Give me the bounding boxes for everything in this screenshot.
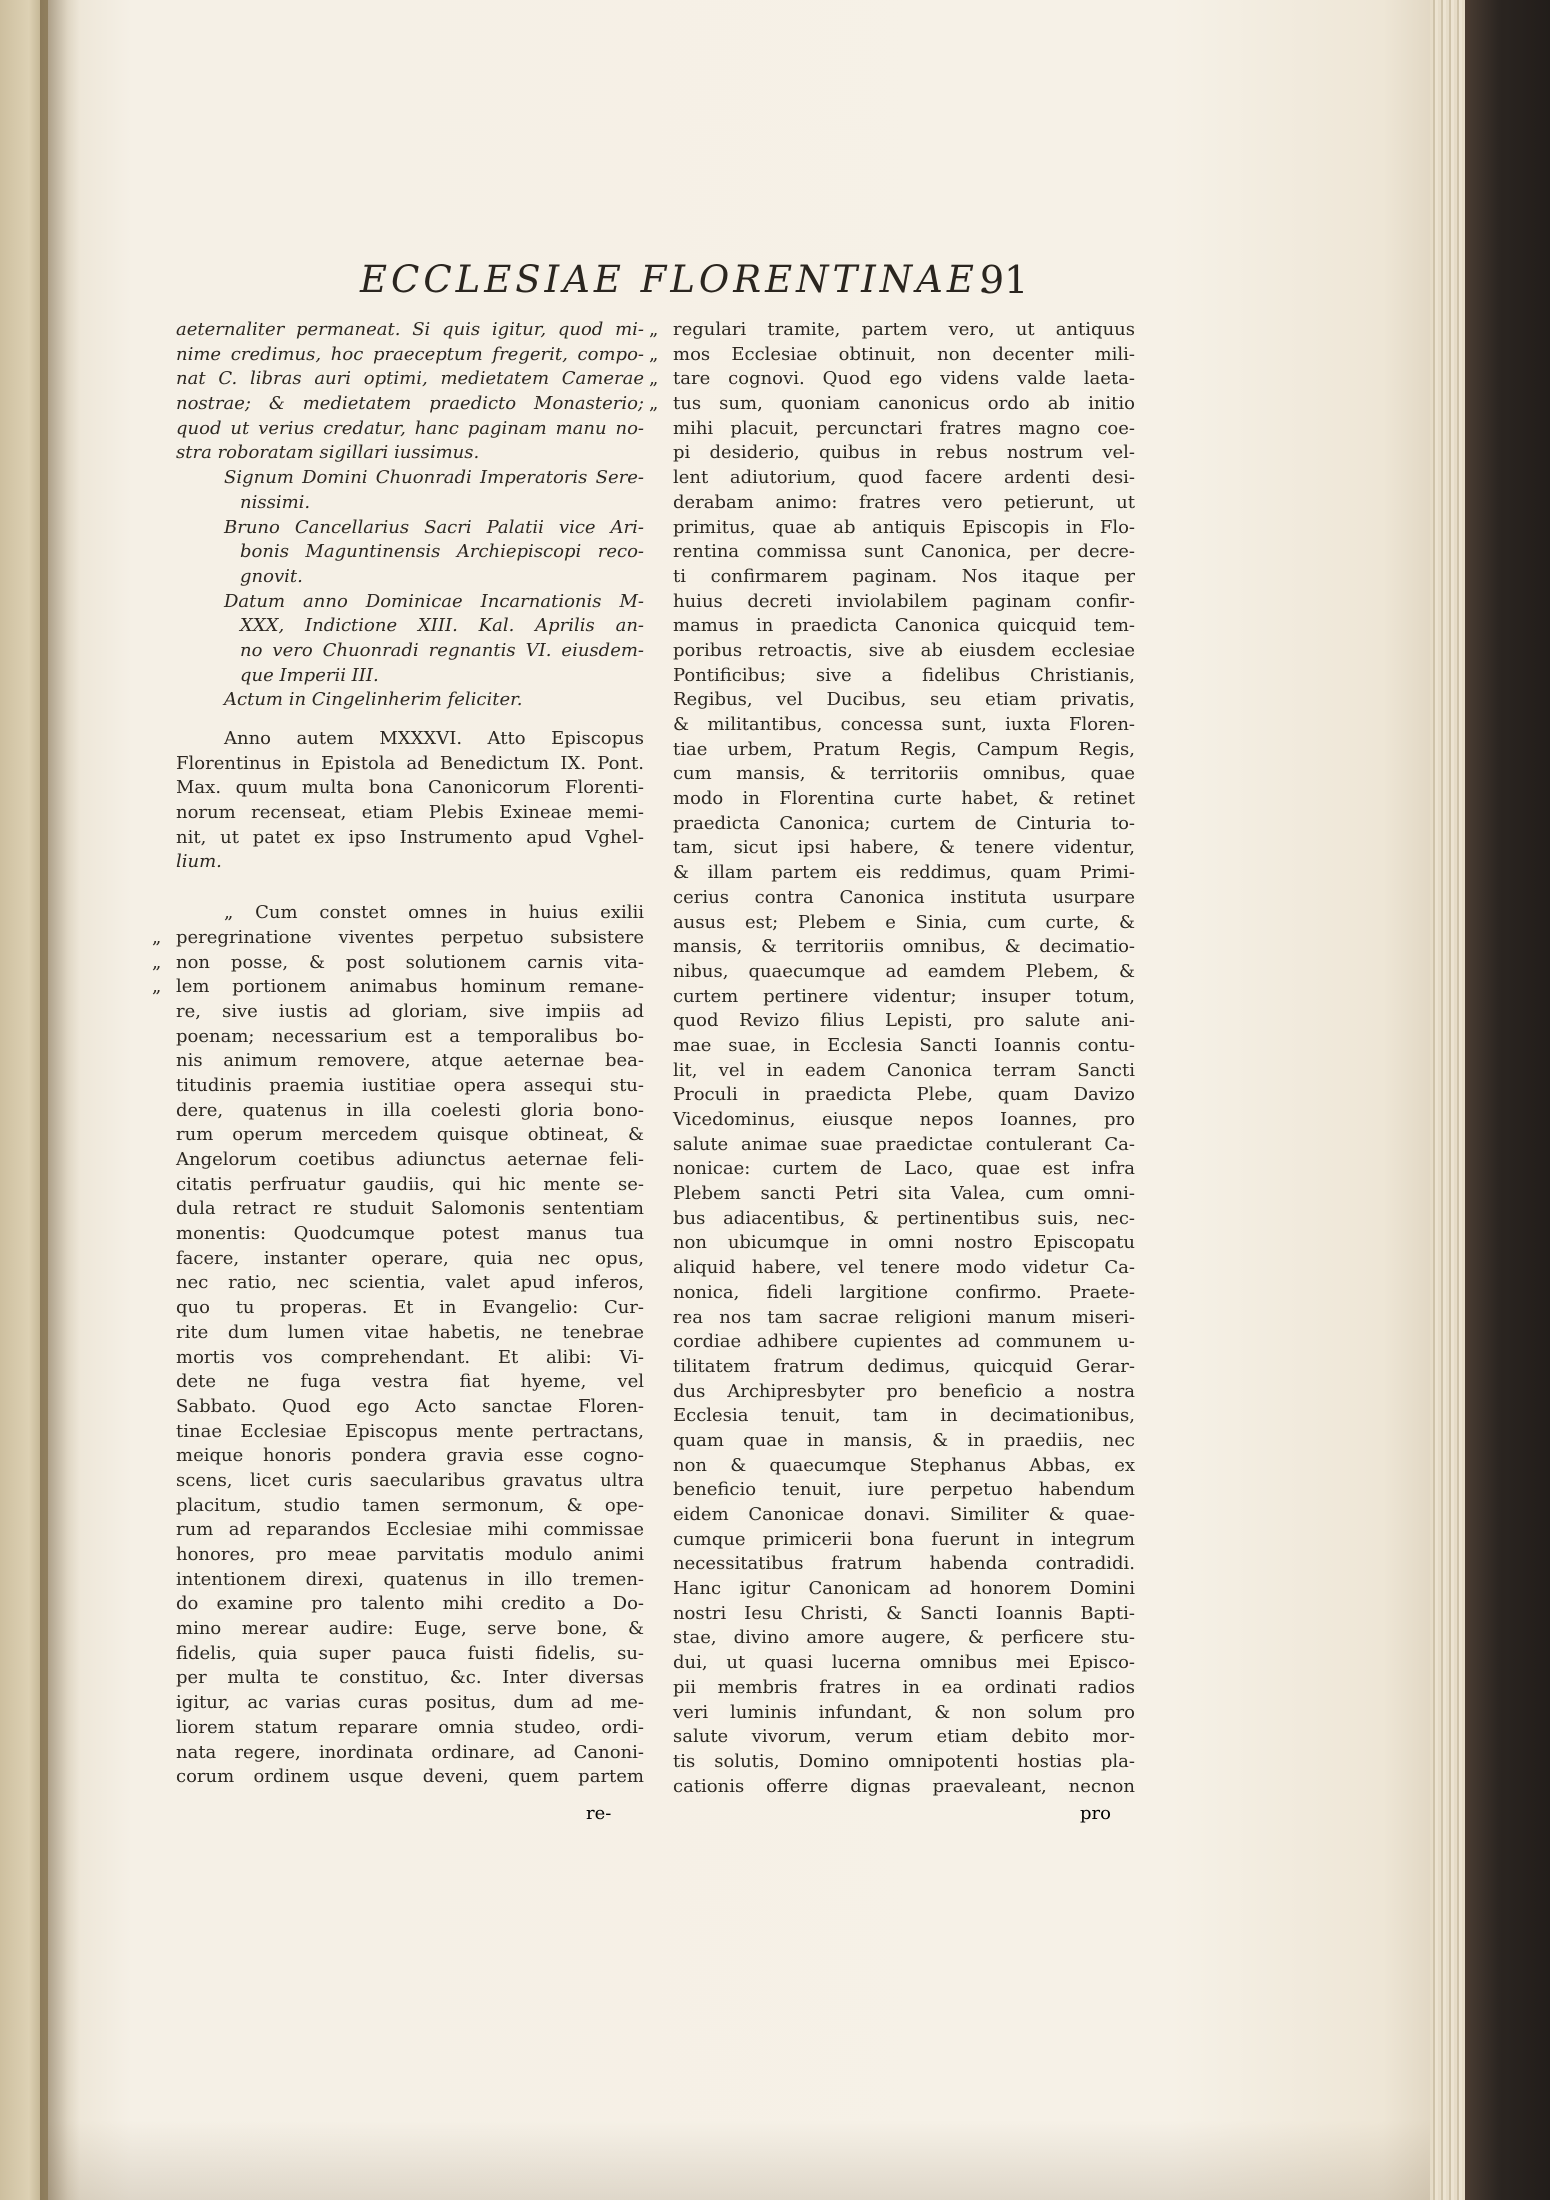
line-text: per multa te constituo, &c. Inter diversas [176, 1667, 644, 1689]
quote-mark: „ [649, 343, 659, 365]
text-line [176, 1765, 644, 1790]
text-line [673, 639, 1135, 664]
text-line [176, 466, 644, 491]
line-text: liorem statum reparare omnia studeo, ordi- [176, 1716, 644, 1738]
text-line [176, 614, 644, 639]
line-text: ti confirmarem paginam. Nos itaque per [673, 565, 1135, 587]
text-line [176, 343, 644, 368]
line-text: Signum Domini Chuonradi Imperatoris Sere- [224, 467, 644, 489]
text-line [176, 1370, 644, 1395]
text-line [176, 1000, 644, 1025]
text-line [673, 1676, 1135, 1701]
text-line [673, 614, 1135, 639]
line-text: corum ordinem usque deveni, quem partem [176, 1766, 644, 1788]
text-line [176, 516, 644, 541]
text-line [176, 1494, 644, 1519]
line-text: tam, sicut ipsi habere, & tenere videntur, [673, 837, 1135, 859]
text-line [176, 1568, 644, 1593]
text-line [176, 590, 644, 615]
line-text: aeternaliter permaneat. Si quis igitur, quod mi- [176, 319, 644, 340]
paragraph-gap [176, 713, 644, 727]
background [1465, 0, 1550, 2200]
text-line [176, 392, 644, 417]
text-line [673, 985, 1135, 1010]
line-text: que Imperii III. [240, 664, 379, 686]
text-line [176, 1444, 644, 1469]
catchword-right: pro [1080, 1803, 1111, 1824]
text-line [176, 565, 644, 590]
line-text: nissimi. [240, 491, 311, 513]
text-line [673, 1231, 1135, 1256]
text-line [176, 1716, 644, 1741]
text-line [176, 1395, 644, 1420]
text-line [176, 1543, 644, 1568]
line-text: titudinis praemia iustitiae opera assequi stu- [176, 1074, 644, 1096]
text-line [673, 1528, 1135, 1553]
line-text: mansis, & territoriis omnibus, & decimatio- [673, 936, 1135, 958]
text-line [673, 441, 1135, 466]
line-text: rentina commissa sunt Canonica, per decre- [673, 541, 1135, 563]
text-line [176, 1148, 644, 1173]
line-text: tinae Ecclesiae Episcopus mente pertractans, [176, 1420, 644, 1442]
text-line [673, 1133, 1135, 1158]
line-text: intentionem direxi, quatenus in illo tremen- [176, 1568, 644, 1590]
line-text: nis animum removere, atque aeternae bea- [176, 1050, 644, 1072]
line-text: non ubicumque in omni nostro Episcopatu [673, 1232, 1135, 1254]
text-line [176, 1321, 644, 1346]
quote-mark: „ [152, 976, 162, 998]
line-text: lit, vel in eadem Canonica terram Sancti [673, 1059, 1135, 1081]
line-text: dere, quatenus in illa coelesti gloria bono- [176, 1099, 644, 1121]
text-line [673, 1182, 1135, 1207]
text-line [673, 540, 1135, 565]
text-line [673, 738, 1135, 763]
text-line [176, 1074, 644, 1099]
line-text: Bruno Cancellarius Sacri Palatii vice Ari- [224, 516, 644, 538]
line-text: mihi placuit, percunctari fratres magno coe- [673, 417, 1135, 439]
line-text: cerius contra Canonica instituta usurpare [673, 886, 1135, 908]
text-line [673, 1281, 1135, 1306]
text-line [176, 801, 644, 826]
text-line [176, 540, 644, 565]
line-text: salute animae suae praedictae contulerant Ca- [673, 1133, 1135, 1155]
line-text: norum recenseat, etiam Plebis Exineae memi- [176, 802, 644, 824]
line-text: monentis: Quodcumque potest manus tua [176, 1223, 644, 1245]
text-line [673, 664, 1135, 689]
text-line [176, 491, 644, 516]
text-line [176, 688, 644, 713]
text-line [673, 565, 1135, 590]
line-text: no vero Chuonradi regnantis VI. eiusdem- [240, 639, 644, 661]
text-line [673, 836, 1135, 861]
quote-mark: „ [649, 393, 659, 415]
line-text: tare cognovi. Quod ego videns valde laeta- [673, 368, 1135, 390]
line-text: nit, ut patet ex ipso Instrumento apud Vghel- [176, 826, 644, 848]
text-line [673, 1454, 1135, 1479]
text-line [673, 1478, 1135, 1503]
line-text: mino merear audire: Euge, serve bone, & [176, 1618, 644, 1640]
line-text: Hanc igitur Canonicam ad honorem Domini [673, 1578, 1135, 1600]
line-text: non & quaecumque Stephanus Abbas, ex [673, 1454, 1135, 1476]
text-line [176, 1642, 644, 1667]
line-text: scens, licet curis saecularibus gravatus ultra [176, 1469, 644, 1491]
line-text: quod ut verius credatur, hanc paginam manu no- [176, 417, 644, 439]
line-text: peregrinatione viventes perpetuo subsistere [176, 926, 644, 948]
line-text: cum mansis, & territoriis omnibus, quae [673, 763, 1135, 785]
line-text: nostri Iesu Christi, & Sancti Ioannis Bapti- [673, 1602, 1135, 1624]
text-line [673, 466, 1135, 491]
line-text: tus sum, quoniam canonicus ordo ab initio [673, 393, 1135, 415]
line-text: igitur, ac varias curas positus, dum ad me- [176, 1692, 644, 1714]
line-text: lium. [176, 851, 222, 873]
line-text: placitum, studio tamen sermonum, & ope- [176, 1494, 644, 1516]
line-text: Max. quum multa bona Canonicorum Florenti- [176, 777, 644, 799]
text-line [673, 1775, 1135, 1800]
page-fore-edge [1430, 0, 1470, 2200]
line-text: Florentinus in Epistola ad Benedictum IX. Pont. [176, 752, 644, 774]
text-line [673, 713, 1135, 738]
line-text: lent adiutorium, quod facere ardenti desi- [673, 467, 1135, 489]
text-line [673, 1503, 1135, 1528]
text-line [176, 826, 644, 851]
quote-mark: „ [649, 319, 659, 340]
line-text: stra roboratam sigillari iussimus. [176, 442, 480, 464]
quote-mark: „ [152, 926, 162, 948]
line-text: nonica, fideli largitione confirmo. Praete- [673, 1281, 1135, 1303]
text-line [176, 776, 644, 801]
line-text: dui, ut quasi lucerna omnibus mei Episco- [673, 1652, 1135, 1674]
line-text: honores, pro meae parvitatis modulo animi [176, 1544, 644, 1565]
page-header [360, 258, 1160, 308]
line-text: veri luminis infundant, & non solum pro [673, 1701, 1135, 1723]
line-text: dula retract re studuit Salomonis sententiam [176, 1198, 644, 1220]
line-text: citatis perfruatur gaudiis, qui hic mente se- [176, 1173, 644, 1195]
line-text: beneficio tenuit, iure perpetuo habendum [673, 1479, 1135, 1501]
line-text: Proculi in praedicta Plebe, quam Davizo [673, 1084, 1135, 1106]
line-text: gnovit. [240, 565, 303, 587]
text-line [673, 1355, 1135, 1380]
line-text: eidem Canonicae donavi. Similiter & quae- [673, 1504, 1135, 1525]
text-line [673, 1256, 1135, 1281]
line-text: Sabbato. Quod ego Acto sanctae Floren- [176, 1395, 644, 1417]
text-line [176, 1592, 644, 1617]
right-column [649, 318, 1135, 1799]
line-text: Angelorum coetibus adiunctus aeternae feli- [176, 1149, 644, 1170]
text-line [649, 318, 1135, 343]
line-text: meique honoris pondera gravia esse cogno- [176, 1445, 644, 1467]
line-text: dete ne fuga vestra fiat hyeme, vel [176, 1371, 644, 1393]
line-text: regulari tramite, partem vero, ut antiquus [673, 319, 1135, 340]
line-text: poribus retroactis, sive ab eiusdem ecclesiae [673, 639, 1135, 661]
line-text: cumque primicerii bona fuerunt in integrum [673, 1528, 1135, 1550]
text-line [176, 1222, 644, 1247]
page-number: 91 [980, 258, 1029, 302]
line-text: bonis Maguntinensis Archiepiscopi reco- [240, 541, 644, 563]
line-text: Actum in Cingelinherim feliciter. [224, 689, 523, 711]
text-line [673, 1108, 1135, 1133]
line-text: quo tu properas. Et in Evangelio: Cur- [176, 1297, 644, 1319]
text-line [176, 727, 644, 752]
line-text: Pontificibus; sive a fidelibus Christianis, [673, 664, 1135, 686]
line-text: Plebem sancti Petri sita Valea, cum omni- [673, 1183, 1135, 1205]
text-line [176, 1197, 644, 1222]
line-text: Datum anno Dominicae Incarnationis M- [224, 590, 644, 612]
line-text: necessitatibus fratrum habenda contradidi. [673, 1553, 1135, 1575]
quote-mark: „ [649, 368, 659, 390]
line-text: „ Cum constet omnes in huius exilii [224, 902, 644, 924]
text-line [649, 392, 1135, 417]
line-text: Vicedominus, eiusque nepos Ioannes, pro [673, 1109, 1135, 1130]
line-text: derabam animo: fratres vero petierunt, ut [673, 491, 1135, 513]
text-line [176, 1346, 644, 1371]
line-text: lem portionem animabus hominum remane- [176, 976, 644, 998]
text-line [673, 491, 1135, 516]
text-line [673, 1034, 1135, 1059]
text-line [673, 911, 1135, 936]
line-text: stae, divino amore augere, & perficere stu- [673, 1627, 1135, 1649]
text-line [176, 1247, 644, 1272]
line-text: tiae urbem, Pratum Regis, Campum Regis, [673, 738, 1135, 760]
text-line [649, 367, 1135, 392]
paragraph-gap [176, 875, 644, 901]
line-text: & illam partem eis reddimus, quam Primi- [673, 862, 1135, 884]
line-text: poenam; necessarium est a temporalibus bo- [176, 1025, 644, 1047]
text-line [176, 1518, 644, 1543]
text-line [673, 1059, 1135, 1084]
line-text: nata regere, inordinata ordinare, ad Canoni- [176, 1741, 644, 1763]
text-line [673, 1306, 1135, 1331]
line-text: cordiae adhibere cupientes ad communem u- [673, 1331, 1135, 1353]
text-line [176, 639, 644, 664]
line-text: Regibus, vel Ducibus, seu etiam privatis, [673, 689, 1135, 711]
line-text: non posse, & post solutionem carnis vita- [176, 951, 644, 973]
line-text: do examine pro talento mihi credito a Do- [176, 1593, 644, 1615]
text-line [176, 1741, 644, 1766]
catchword-left: re- [586, 1803, 612, 1824]
line-text: nat C. libras auri optimi, medietatem Camerae [176, 368, 644, 390]
text-line [176, 1099, 644, 1124]
page-shadow [48, 2120, 1453, 2200]
line-text: rea nos tam sacrae religioni manum miseri- [673, 1306, 1135, 1328]
line-text: primitus, quae ab antiquis Episcopis in Flo- [673, 516, 1135, 538]
line-text: bus adiacentibus, & pertinentibus suis, nec- [673, 1207, 1135, 1229]
text-line [673, 1083, 1135, 1108]
text-line [673, 1651, 1135, 1676]
text-line [673, 590, 1135, 615]
line-text: pi desiderio, quibus in rebus nostrum vel- [673, 442, 1135, 464]
text-line [152, 926, 644, 951]
text-line [673, 1626, 1135, 1651]
text-line [176, 1173, 644, 1198]
text-line [176, 1296, 644, 1321]
line-text: nec ratio, nec scientia, valet apud inferos, [176, 1272, 644, 1294]
line-text: nibus, quaecumque ad eamdem Plebem, & [673, 960, 1135, 982]
text-line [673, 1380, 1135, 1405]
line-text: nonicae: curtem de Laco, quae est infra [673, 1158, 1135, 1180]
text-line [673, 417, 1135, 442]
text-line [176, 752, 644, 777]
line-text: mos Ecclesiae obtinuit, non decenter mili- [673, 343, 1135, 365]
line-text: mae suae, in Ecclesia Sancti Ioannis contu- [673, 1034, 1135, 1056]
text-line [176, 1691, 644, 1716]
text-line [176, 1025, 644, 1050]
text-line [649, 343, 1135, 368]
line-text: Anno autem MXXXVI. Atto Episcopus [224, 728, 644, 749]
line-text: dus Archipresbyter pro beneficio a nostra [673, 1380, 1135, 1402]
line-text: aliquid habere, vel tenere modo videtur Ca- [673, 1257, 1135, 1279]
line-text: mortis vos comprehendant. Et alibi: Vi- [176, 1346, 644, 1368]
text-line [176, 1049, 644, 1074]
line-text: tilitatem fratrum dedimus, quicquid Gerar- [673, 1355, 1135, 1377]
line-text: rite dum lumen vitae habetis, ne tenebrae [176, 1321, 644, 1343]
line-text: mamus in praedicta Canonica quicquid tem- [673, 615, 1135, 637]
text-line [673, 1429, 1135, 1454]
line-text: curtem pertinere videntur; insuper totum, [673, 985, 1135, 1007]
text-line [673, 1602, 1135, 1627]
line-text: nostrae; & medietatem praedicto Monasterio; [176, 393, 644, 415]
text-line [176, 850, 644, 875]
text-line [176, 1666, 644, 1691]
text-line [673, 688, 1135, 713]
text-line [152, 951, 644, 976]
line-text: Ecclesia tenuit, tam in decimationibus, [673, 1405, 1135, 1427]
line-text: rum operum mercedem quisque obtineat, & [176, 1124, 644, 1146]
gutter-shadow [40, 0, 80, 2200]
line-text: huius decreti inviolabilem paginam confir- [673, 590, 1135, 612]
text-line [176, 1420, 644, 1445]
text-line [673, 1009, 1135, 1034]
text-line [673, 1404, 1135, 1429]
text-line [176, 318, 644, 343]
line-text: fidelis, quia super pauca fuisti fidelis, su- [176, 1642, 644, 1664]
text-line [673, 1701, 1135, 1726]
line-text: & militantibus, concessa sunt, iuxta Floren- [673, 714, 1135, 735]
text-line [152, 975, 644, 1000]
line-text: nime credimus, hoc praeceptum fregerit, compo- [176, 343, 644, 365]
text-line [673, 812, 1135, 837]
line-text: pii membris fratres in ea ordinati radios [673, 1676, 1135, 1698]
text-line [673, 1157, 1135, 1182]
text-line [673, 516, 1135, 541]
text-line [176, 901, 644, 926]
line-text: salute vivorum, verum etiam debito mor- [673, 1726, 1135, 1748]
text-line [673, 787, 1135, 812]
text-line [673, 762, 1135, 787]
text-line [176, 1271, 644, 1296]
text-line [176, 1123, 644, 1148]
text-line [673, 1750, 1135, 1775]
line-text: cationis offerre dignas praevaleant, necnon [673, 1775, 1135, 1797]
text-line [673, 1725, 1135, 1750]
running-title: ECCLESIAE FLORENTINAE. [360, 258, 994, 301]
text-line [176, 417, 644, 442]
line-text: XXX, Indictione XIII. Kal. Aprilis an- [240, 615, 644, 637]
text-line [673, 960, 1135, 985]
text-line [673, 861, 1135, 886]
line-text: ausus est; Plebem e Sinia, cum curte, & [673, 911, 1135, 933]
line-text: quam quae in mansis, & in praediis, nec [673, 1429, 1135, 1451]
text-line [176, 1617, 644, 1642]
text-line [176, 441, 644, 466]
line-text: modo in Florentina curte habet, & retinet [673, 788, 1135, 810]
text-line [673, 1577, 1135, 1602]
line-text: praedicta Canonica; curtem de Cinturia to- [673, 812, 1135, 834]
quote-mark: „ [152, 951, 162, 973]
text-line [176, 367, 644, 392]
line-text: tis solutis, Domino omnipotenti hostias pla- [673, 1750, 1135, 1772]
text-line [176, 1469, 644, 1494]
line-text: facere, instanter operare, quia nec opus, [176, 1247, 644, 1269]
left-column [152, 318, 644, 1790]
line-text: quod Revizo filius Lepisti, pro salute ani- [673, 1010, 1135, 1032]
text-line [673, 1552, 1135, 1577]
text-line [176, 664, 644, 689]
text-line [673, 1207, 1135, 1232]
text-line [673, 935, 1135, 960]
text-line [673, 886, 1135, 911]
line-text: rum ad reparandos Ecclesiae mihi commissae [176, 1519, 644, 1541]
line-text: re, sive iustis ad gloriam, sive impiis ad [176, 1000, 644, 1022]
text-line [673, 1330, 1135, 1355]
